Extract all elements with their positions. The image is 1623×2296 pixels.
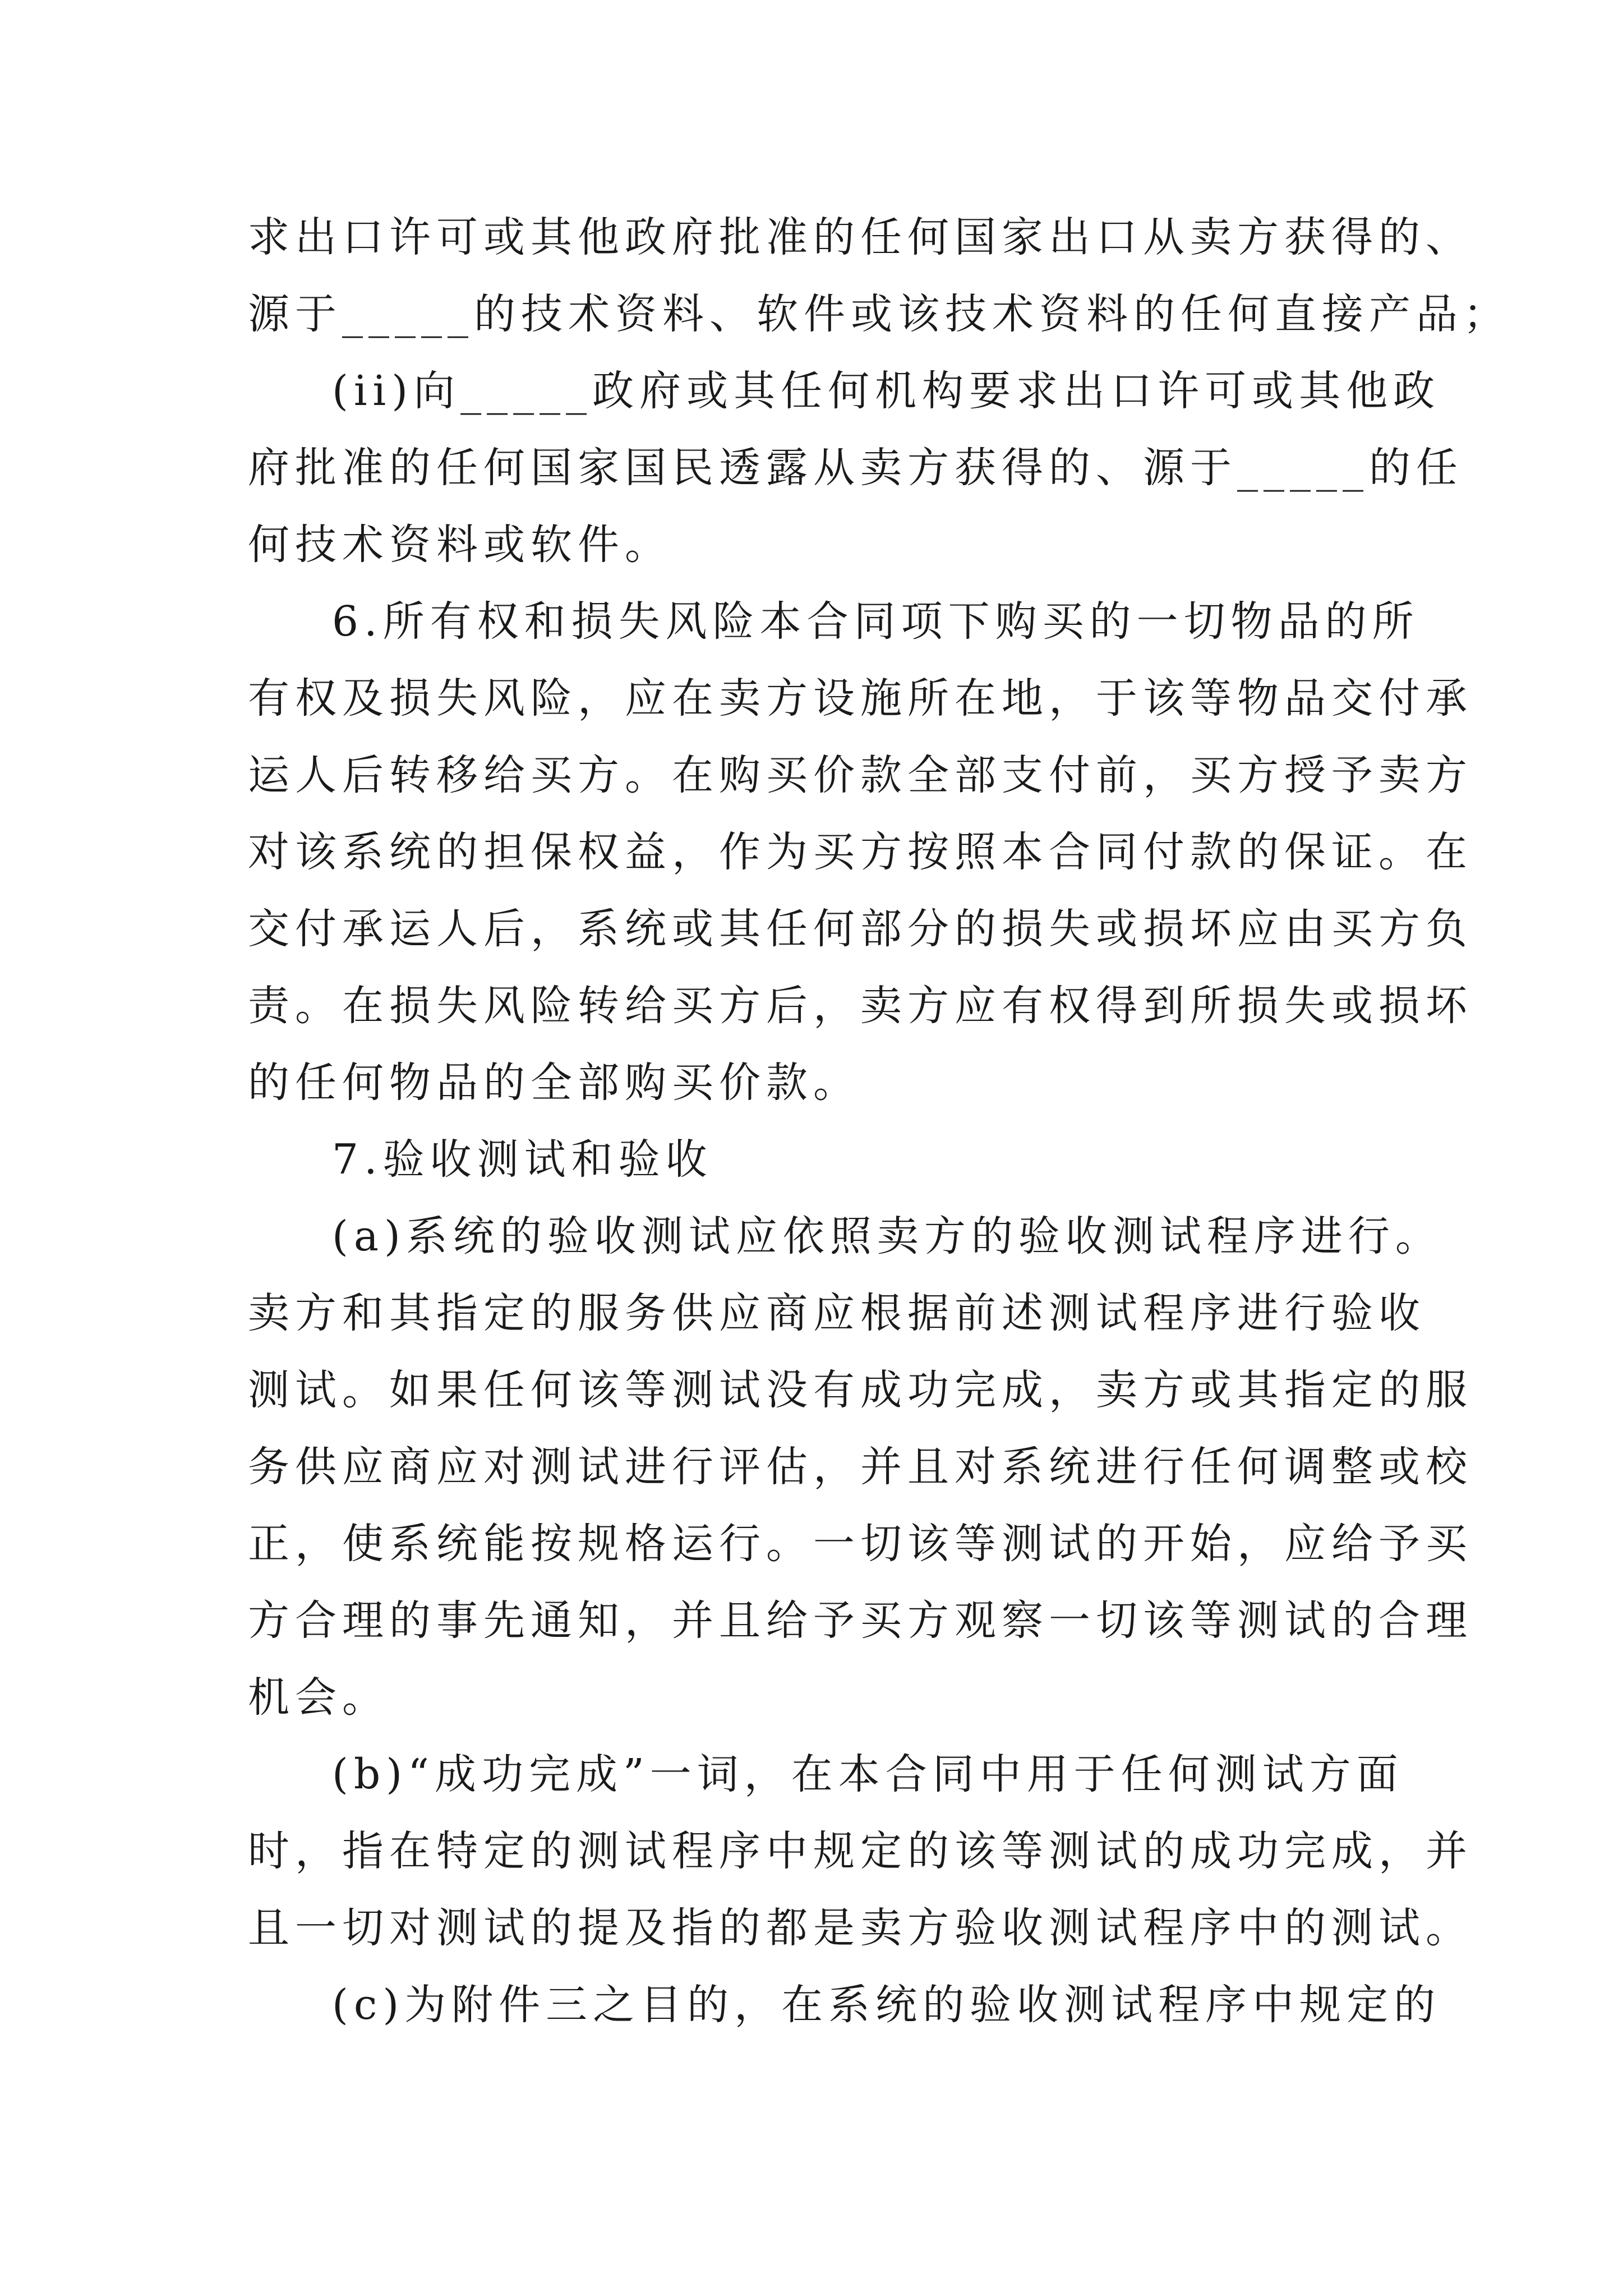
text-line: (a)系统的验收测试应依照卖方的验收测试程序进行。 [332,1212,1442,1260]
text-line: 交付承运人后，系统或其任何部分的损失或损坏应由买方负 [248,905,1473,953]
text-line: 卖方和其指定的服务供应商应根据前述测试程序进行验收 [248,1289,1426,1337]
text-line: 正，使系统能按规格运行。一切该等测试的开始，应给予买 [248,1520,1473,1568]
text-line: 对该系统的担保权益，作为买方按照本合同付款的保证。在 [248,828,1473,876]
text-line: 6.所有权和损失风险本合同项下购买的一切物品的所 [332,597,1419,646]
text-line: 务供应商应对测试进行评估，并且对系统进行任何调整或校 [248,1443,1473,1491]
text-line: 机会。 [248,1673,389,1722]
text-line: (b)“成功完成”一词，在本合同中用于任何测试方面 [332,1750,1404,1798]
text-line: 运人后转移给买方。在购买价款全部支付前，买方授予卖方 [248,751,1473,799]
section-heading: 7.验收测试和验收 [332,1135,713,1184]
text-line: (c)为附件三之目的，在系统的验收测试程序中规定的 [332,1981,1441,2029]
text-line: 府批准的任何国家国民透露从卖方获得的、源于_____的任 [248,444,1463,492]
text-line: (ii)向_____政府或其任何机构要求出口许可或其他政 [332,367,1441,415]
text-line: 求出口许可或其他政府批准的任何国家出口从卖方获得的、 [248,213,1473,261]
text-line: 方合理的事先通知，并且给予买方观察一切该等测试的合理 [248,1596,1473,1645]
text-line: 的任何物品的全部购买价款。 [248,1059,860,1107]
text-line: 有权及损失风险，应在卖方设施所在地，于该等物品交付承 [248,674,1473,723]
text-line: 测试。如果任何该等测试没有成功完成，卖方或其指定的服 [248,1366,1473,1414]
text-line: 何技术资料或软件。 [248,521,672,569]
text-line: 且一切对测试的提及指的都是卖方验收测试程序中的测试。 [248,1904,1473,1952]
text-line: 时，指在特定的测试程序中规定的该等测试的成功完成，并 [248,1827,1473,1875]
text-line: 责。在损失风险转给买方后，卖方应有权得到所损失或损坏 [248,982,1473,1030]
text-line: 源于_____的技术资料、软件或该技术资料的任何直接产品； [248,290,1510,338]
document-body [248,199,1510,2044]
